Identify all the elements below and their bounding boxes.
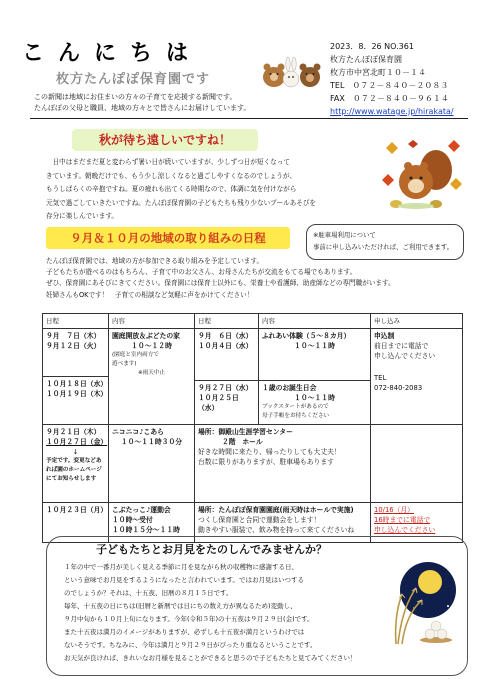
event-note: 母子手帳をお持ちください — [262, 413, 330, 419]
event-title: 園庭開放＆ぶどたの家 — [112, 332, 180, 340]
table-header-row — [43, 314, 463, 329]
event-date: ９月 ７日（木） — [46, 332, 101, 340]
event-date: ９月１２日（火） — [46, 342, 101, 350]
events-heading: ９月＆１０月の地域の取り組みの日程 — [46, 227, 290, 249]
table-cell — [43, 329, 109, 425]
event-desc: 台数に限りがありますが、駐車場もあります — [198, 458, 334, 466]
event-desc: 好きな時間に来たり、帰ったりしても大丈夫！ — [198, 448, 341, 456]
divider — [30, 118, 468, 119]
event-date: ９月２１日（木） — [46, 428, 101, 436]
moon-heading: 子どもたちとお月見をたのしんでみませんか？ — [96, 543, 327, 556]
table-cell — [109, 329, 195, 425]
events-line: 妊婦さんもOKです！ 子育ての相談など気軽に声をかけてください！ — [46, 290, 254, 299]
table-header-cell: 日程 — [195, 314, 259, 329]
table-row — [43, 425, 463, 503]
org-fax: FAX ０７２－８４０－９６１４ — [330, 94, 449, 103]
event-time: １０～１１時３０分 — [120, 438, 183, 446]
org-address: 枚方市中宮北町１０－１４ — [330, 68, 426, 77]
event-date: ９月 ６日（水） — [198, 332, 253, 340]
event-date: １０月２５日（水） — [198, 394, 239, 412]
parking-notice — [306, 224, 464, 260]
org-tel: TEL ０７２－８４０－２０８３ — [330, 81, 449, 90]
website-link[interactable]: http://www.watage.jp/hirakata/ — [330, 107, 454, 116]
table-cell — [195, 425, 371, 503]
event-note: ブックスタートがあるので — [262, 404, 329, 410]
issue-date-number: 2023．8．26 NO.361 — [330, 42, 414, 51]
autumn-heading: 秋が待ち遠しいですね！ — [72, 129, 258, 151]
table-cell — [195, 329, 259, 381]
event-title: １歳のお誕生日会 — [262, 384, 317, 392]
autumn-line: もうしばらくの辛抱ですね。夏の疲れも出てくる時期なので、体調に気を付けながら — [46, 185, 297, 193]
apply-text: 前日までに電話で — [374, 342, 429, 350]
notice-line: ※駐車場利用について — [313, 231, 376, 239]
apply-title: 申込制 — [374, 332, 395, 340]
table-header-cell: 内容 — [109, 314, 195, 329]
table-cell — [259, 381, 371, 425]
events-table — [42, 313, 463, 543]
table-header-cell: 申し込み — [371, 314, 463, 329]
contact-info — [330, 40, 454, 118]
apply-text: 申し込んでください — [374, 352, 436, 360]
table-row — [43, 329, 463, 381]
moon-line: ないそうです。ちなみに、今年は満月と９月２９日がぴったり重なるということです。 — [64, 641, 317, 649]
autumn-line: 元気で過ごしていきたいですね。たんぽぽ保育園の子どもたちも残り少ないプールあそびを — [46, 198, 317, 207]
table-cell — [43, 425, 109, 503]
table-cell — [109, 425, 195, 503]
event-title: こぶたっこ♪運動会 — [112, 506, 171, 514]
autumn-line: 存分に楽しんでいます。 — [46, 212, 119, 220]
events-line: 子どもたちが遊べるのはもちろん、子育て中のお父さん、お母さんたちが交流をもてる場でもあります。 — [46, 268, 357, 277]
moon-line: また十五夜は満月のイメージがありますが、必ずしも十五夜が満月というわけでは — [64, 628, 305, 636]
apply-tel-label: TEL — [374, 374, 387, 382]
event-date: １０月２３日（月） — [46, 506, 108, 514]
event-time: １０時～受付 — [112, 516, 153, 524]
event-date: ９月２７日（水） — [198, 384, 253, 392]
event-note: 遊べます) — [112, 361, 137, 367]
squirrel-illustration — [378, 140, 464, 212]
event-place: 場所：たんぽぽ保育園園庭(雨天時はホールで実施) — [198, 506, 354, 514]
event-date: １０月２７日（金） — [46, 438, 108, 446]
autumn-body — [46, 156, 346, 224]
table-cell — [259, 329, 371, 381]
event-place: ２階 ホール — [222, 438, 263, 446]
moon-line: のでしょうか？それは、十五夜、旧暦の８月１５日です。 — [64, 589, 233, 597]
page-subtitle: 枚方たんぽぽ保育園です — [56, 72, 211, 87]
moon-line: お天気が良ければ、きれいなお月様を見ることができると思うので子どもたちと見てみてください！ — [64, 654, 357, 662]
apply-text: 16時までに電話で — [374, 516, 431, 524]
moon-line: という意味でお月見をするようになったと言われています。ではお月見はいつする — [64, 576, 304, 584]
events-line: ぜひ、保育園にあそびにきてください。保育園には保育士以外にも、栄養士や看護師、助産師などの専門職がいます。 — [46, 279, 395, 288]
event-date: １０月１８日（水） — [46, 380, 108, 388]
event-time: １０時１５分～１１時 — [112, 526, 180, 534]
event-title: ふれあい体験（５～８カ月） — [262, 332, 351, 340]
event-desc: つくし保育園と合同で運動会をします！ — [198, 516, 321, 524]
event-time: １０～１１時 — [294, 394, 335, 402]
moon-line: 毎年、十五夜の日にちは(旧暦と新暦では日にちの数え方が異なるため)変動し、 — [64, 602, 297, 610]
event-desc: 動きやすい服装で、飲み物を持って来てくださいね — [198, 526, 355, 534]
event-note: 予定です。変更などあ — [46, 458, 102, 464]
event-note: (園庭と室内両方で — [112, 352, 159, 358]
moon-body — [64, 561, 394, 665]
apply-text: 申し込んでください — [374, 526, 436, 534]
event-date: １０月１９日（木） — [46, 390, 108, 398]
event-place: 場所：御殿山生涯学習センター — [198, 428, 293, 436]
event-title: ニコニコ♪こあら — [112, 428, 164, 436]
event-time: １０～１１時 — [294, 342, 335, 350]
notice-line: 事前に申し込みいただければ、ご利用できます。 — [313, 243, 454, 251]
event-time: １０～１２時 — [131, 342, 172, 350]
table-cell — [371, 425, 463, 503]
table-cell — [371, 329, 463, 425]
moon-line: １年の中で一番月が美しく見える季節に月を見ながら秋の収穫物に感謝する日、 — [64, 563, 298, 571]
intro-text — [34, 92, 250, 114]
apply-tel: 072-840-2083 — [374, 384, 423, 392]
moon-illustration — [392, 558, 458, 648]
autumn-line: 日中はまだまだ夏と変わらず暑い日が続いていますが、少しずつ日が短くなって — [46, 158, 290, 166]
table-header-cell: 内容 — [259, 314, 371, 329]
animals-illustration — [260, 50, 322, 90]
intro-line: この新聞は地域にお住まいの方々の子育てを応援する新聞です。 — [34, 93, 237, 101]
page-title: こんにちは — [22, 41, 203, 66]
event-date: １０月４日（水） — [198, 342, 253, 350]
event-note: ※雨天中止 — [137, 370, 166, 376]
intro-line: たんぽぽの父母と職員、地域の方々とで皆さんにお届けしています。 — [34, 104, 251, 112]
org-name: 枚方たんぽぽ保育園 — [330, 55, 402, 64]
event-note: にてお知らせします — [46, 476, 97, 482]
apply-deadline: 10/16（月） — [374, 506, 414, 514]
moon-line: ９月中旬から１０月上旬になります。今年(令和５年)の十五夜は９月２９日(金)です。 — [64, 615, 314, 623]
event-note: れば園のホームページ — [46, 467, 102, 473]
events-body — [46, 256, 456, 301]
table-cell — [195, 381, 259, 425]
table-header-cell: 日程 — [43, 314, 109, 329]
events-line: たんぽぽ保育園では、地域の方が参加できる取り組みを予定しています。 — [46, 257, 264, 265]
autumn-line: きています。朝晩だけでも、もう少し涼しくなると過ごしやすくなるのでしょうが、 — [46, 171, 297, 180]
arrow-down-icon: ↓ — [72, 448, 79, 456]
